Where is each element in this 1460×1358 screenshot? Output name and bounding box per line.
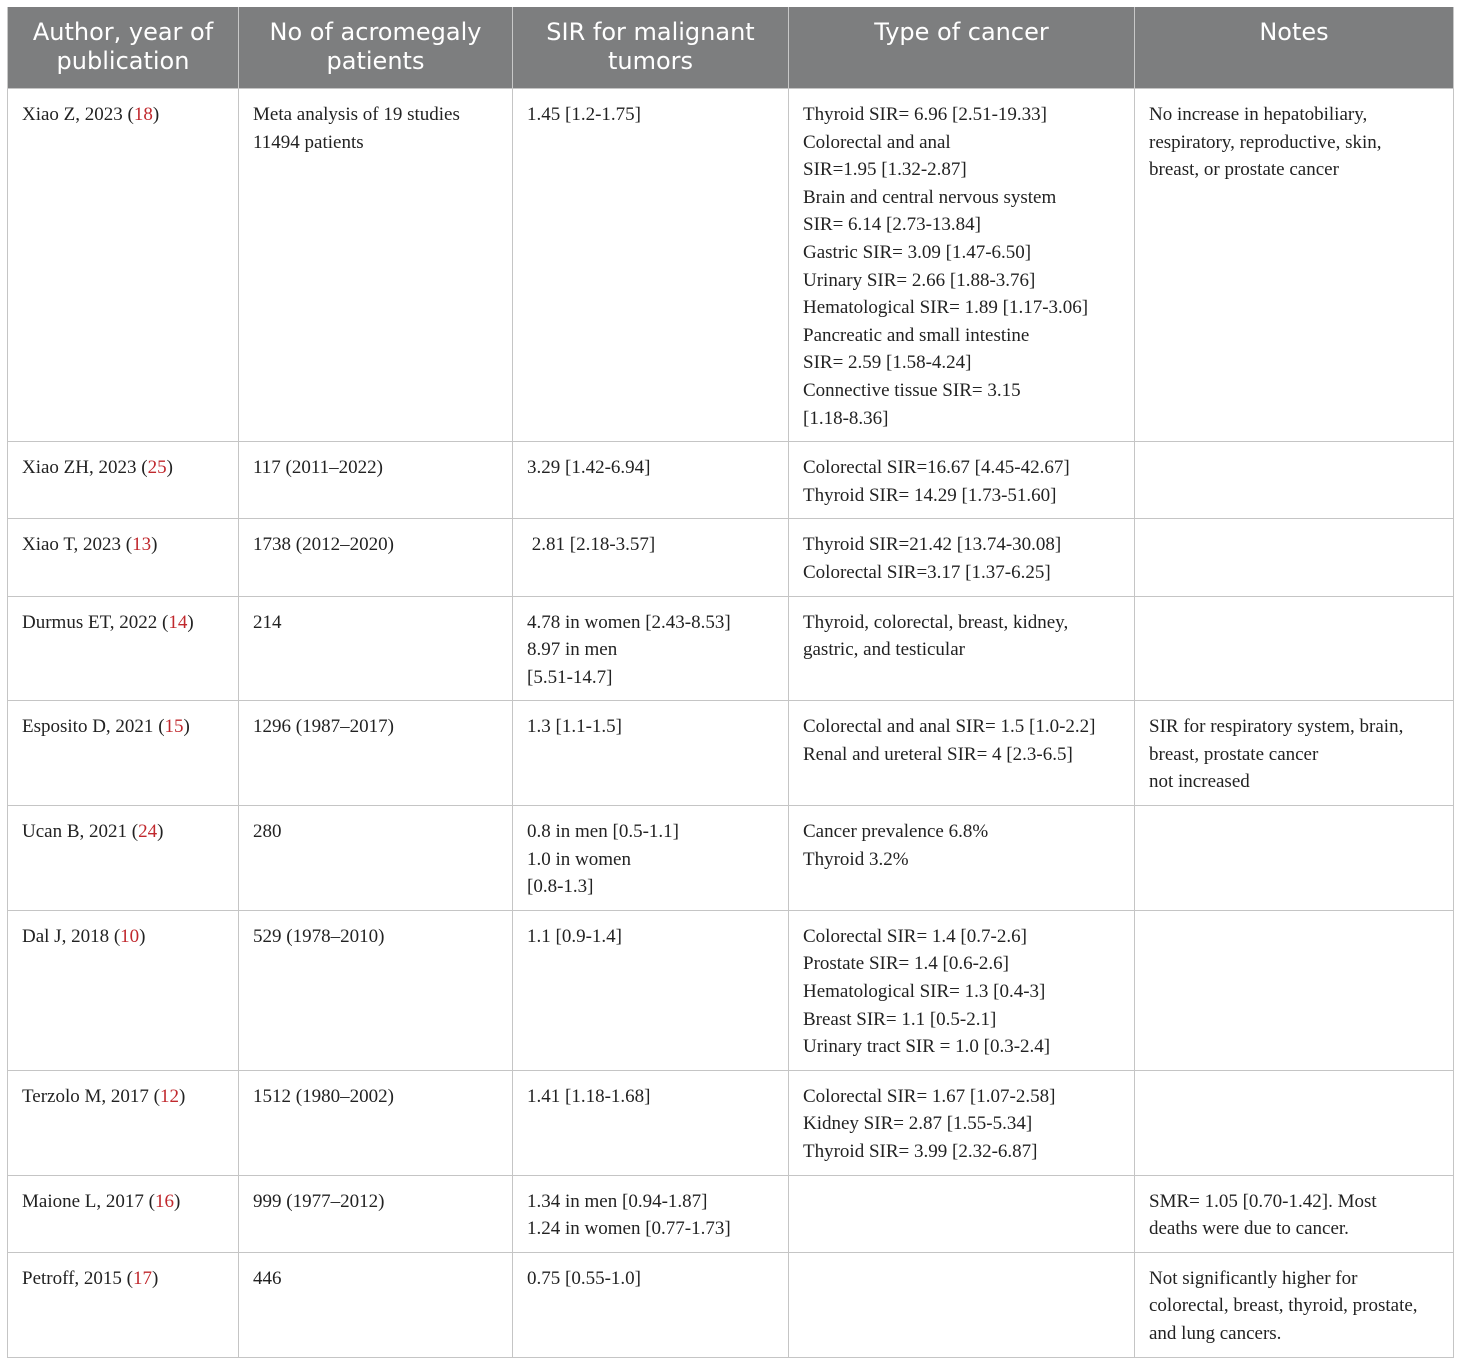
cancer-type-line: [1.18-8.36] <box>803 407 889 429</box>
cancer-type-line: Colorectal SIR=16.67 [4.45-42.67] <box>803 457 1070 479</box>
patients-cell <box>239 1252 513 1357</box>
notes-line: Not significantly higher for <box>1149 1267 1358 1289</box>
column-header-sir: SIR for malignant tumors <box>513 7 789 89</box>
cancer-type-line: Colorectal SIR= 1.67 [1.07-2.58] <box>803 1085 1056 1107</box>
author-year: Ucan B, 2021 <box>22 821 128 843</box>
sir-cell <box>513 701 789 806</box>
sir-line: [5.51-14.7] <box>527 666 613 688</box>
citation-link[interactable]: 12 <box>159 1085 179 1107</box>
notes-cell <box>1135 1070 1454 1175</box>
citation-link[interactable]: 25 <box>147 457 167 479</box>
notes-cell <box>1135 89 1454 442</box>
sir-line: 4.78 in women [2.43-8.53] <box>527 611 731 633</box>
sir-line: 2.81 [2.18-3.57] <box>527 534 656 556</box>
patients-line: 999 (1977–2012) <box>253 1190 385 1212</box>
notes-line: deaths were due to cancer. <box>1149 1218 1349 1240</box>
cancer-type-line: Prostate SIR= 1.4 [0.6-2.6] <box>803 953 1009 975</box>
sir-cell <box>513 1175 789 1252</box>
notes-line: SIR for respiratory system, brain, <box>1149 716 1404 738</box>
notes-cell <box>1135 910 1454 1070</box>
notes-line: breast, or prostate cancer <box>1149 159 1339 181</box>
column-header-patients: No of acromegaly patients <box>239 7 513 89</box>
sir-cell <box>513 910 789 1070</box>
patients-cell <box>239 89 513 442</box>
patients-cell <box>239 1175 513 1252</box>
cancer-type-line: SIR= 6.14 [2.73-13.84] <box>803 214 982 236</box>
author-cell: Xiao Z, 2023 (18) <box>8 89 239 442</box>
cancer-type-line: Hematological SIR= 1.89 [1.17-3.06] <box>803 297 1089 319</box>
cancer-type-line: Thyroid SIR= 14.29 [1.73-51.60] <box>803 484 1057 506</box>
cancer-type-cell <box>789 806 1135 911</box>
sir-cell <box>513 442 789 519</box>
cancer-type-line: Thyroid, colorectal, breast, kidney, <box>803 611 1069 633</box>
table-row <box>8 1070 1454 1175</box>
sir-line: [0.8-1.3] <box>527 876 594 898</box>
notes-cell <box>1135 806 1454 911</box>
author-cell: Terzolo M, 2017 (12) <box>8 1070 239 1175</box>
notes-cell <box>1135 701 1454 806</box>
notes-line: breast, prostate cancer <box>1149 743 1319 765</box>
table-body <box>8 89 1454 1358</box>
cancer-type-cell <box>789 442 1135 519</box>
table-row <box>8 442 1454 519</box>
column-header-author: Author, year of publication <box>8 7 239 89</box>
cancer-type-line: Cancer prevalence 6.8% <box>803 821 989 843</box>
notes-cell <box>1135 596 1454 701</box>
table-row <box>8 596 1454 701</box>
table-row <box>8 89 1454 442</box>
citation-link[interactable]: 16 <box>154 1190 174 1212</box>
patients-line: 117 (2011–2022) <box>253 457 383 479</box>
cancer-type-line: Colorectal SIR=3.17 [1.37-6.25] <box>803 561 1051 583</box>
patients-line: Meta analysis of 19 studies <box>253 104 460 125</box>
cancer-type-line: gastric, and testicular <box>803 639 965 661</box>
cancer-type-cell <box>789 89 1135 442</box>
author-year: Terzolo M, 2017 <box>22 1085 149 1107</box>
cancer-type-cell <box>789 1070 1135 1175</box>
patients-line: 280 <box>253 821 282 843</box>
cancer-type-cell <box>789 701 1135 806</box>
notes-cell <box>1135 1175 1454 1252</box>
notes-cell <box>1135 1252 1454 1357</box>
notes-cell <box>1135 442 1454 519</box>
sir-line: 0.8 in men [0.5-1.1] <box>527 821 679 843</box>
cancer-type-line: SIR= 2.59 [1.58-4.24] <box>803 352 972 374</box>
author-cell: Esposito D, 2021 (15) <box>8 701 239 806</box>
author-year: Durmus ET, 2022 <box>22 611 158 633</box>
cancer-type-line: Colorectal SIR= 1.4 [0.7-2.6] <box>803 925 1027 947</box>
table-row <box>8 1175 1454 1252</box>
cancer-type-line: Brain and central nervous system <box>803 186 1057 208</box>
cancer-type-cell <box>789 519 1135 596</box>
patients-cell <box>239 1070 513 1175</box>
notes-line: respiratory, reproductive, skin, <box>1149 131 1382 153</box>
cancer-type-line: Thyroid 3.2% <box>803 848 909 870</box>
cancer-type-line: Hematological SIR= 1.3 [0.4-3] <box>803 981 1046 1003</box>
sir-line: 1.3 [1.1-1.5] <box>527 716 622 738</box>
author-cell: Petroff, 2015 (17) <box>8 1252 239 1357</box>
cancer-type-cell <box>789 1175 1135 1252</box>
notes-line: not increased <box>1149 771 1250 793</box>
author-year: Maione L, 2017 <box>22 1190 144 1212</box>
cancer-type-line: Kidney SIR= 2.87 [1.55-5.34] <box>803 1113 1033 1135</box>
sir-line: 1.34 in men [0.94-1.87] <box>527 1190 708 1212</box>
patients-line: 1512 (1980–2002) <box>253 1085 394 1107</box>
patients-line: 1296 (1987–2017) <box>253 716 394 738</box>
patients-cell <box>239 519 513 596</box>
author-cell: Xiao T, 2023 (13) <box>8 519 239 596</box>
sir-line: 1.1 [0.9-1.4] <box>527 925 622 947</box>
sir-line: 0.75 [0.55-1.0] <box>527 1267 641 1289</box>
cancer-type-line: SIR=1.95 [1.32-2.87] <box>803 159 967 181</box>
table-row <box>8 910 1454 1070</box>
cancer-type-line: Thyroid SIR=21.42 [13.74-30.08] <box>803 534 1062 556</box>
patients-cell <box>239 596 513 701</box>
cancer-type-line: Colorectal and anal <box>803 131 951 153</box>
cancer-type-line: Renal and ureteral SIR= 4 [2.3-6.5] <box>803 743 1073 765</box>
author-year: Petroff, 2015 <box>22 1267 122 1289</box>
cancer-type-line: Colorectal and anal SIR= 1.5 [1.0-2.2] <box>803 716 1096 738</box>
author-year: Xiao T, 2023 <box>22 534 122 556</box>
column-header-cancer-type: Type of cancer <box>789 7 1135 89</box>
notes-line: and lung cancers. <box>1149 1322 1282 1344</box>
table-row <box>8 519 1454 596</box>
patients-line: 529 (1978–2010) <box>253 925 385 947</box>
author-year: Dal J, 2018 <box>22 925 110 947</box>
author-cell: Xiao ZH, 2023 (25) <box>8 442 239 519</box>
notes-line: No increase in hepatobiliary, <box>1149 104 1368 125</box>
citation-link[interactable]: 18 <box>133 104 153 125</box>
sir-line: 1.24 in women [0.77-1.73] <box>527 1218 731 1240</box>
patients-line: 11494 patients <box>253 131 364 153</box>
author-cell: Ucan B, 2021 (24) <box>8 806 239 911</box>
author-year: Xiao ZH, 2023 <box>22 457 137 479</box>
author-cell: Dal J, 2018 (10) <box>8 910 239 1070</box>
sir-line: 8.97 in men <box>527 639 618 661</box>
cancer-type-line: Thyroid SIR= 3.99 [2.32-6.87] <box>803 1141 1038 1162</box>
patients-cell <box>239 701 513 806</box>
sir-cell <box>513 806 789 911</box>
header-row <box>8 7 1454 89</box>
acromegaly-cancer-table <box>7 7 1454 1358</box>
sir-cell <box>513 1070 789 1175</box>
patients-line: 1738 (2012–2020) <box>253 534 394 556</box>
author-year: Xiao Z, 2023 <box>22 104 123 125</box>
table-row <box>8 806 1454 911</box>
sir-line: 1.45 [1.2-1.75] <box>527 104 641 125</box>
patients-line: 214 <box>253 611 282 633</box>
sir-cell <box>513 89 789 442</box>
author-cell: Durmus ET, 2022 (14) <box>8 596 239 701</box>
column-header-notes: Notes <box>1135 7 1454 89</box>
notes-cell <box>1135 519 1454 596</box>
patients-cell <box>239 806 513 911</box>
author-cell: Maione L, 2017 (16) <box>8 1175 239 1252</box>
table-row <box>8 1252 1454 1357</box>
patients-cell <box>239 442 513 519</box>
cancer-type-cell <box>789 596 1135 701</box>
sir-line: 1.0 in women <box>527 848 631 870</box>
sir-line: 3.29 [1.42-6.94] <box>527 457 651 479</box>
sir-line: 1.41 [1.18-1.68] <box>527 1085 651 1107</box>
citation-link[interactable]: 10 <box>120 925 140 947</box>
notes-line: colorectal, breast, thyroid, prostate, <box>1149 1295 1418 1317</box>
sir-cell <box>513 519 789 596</box>
cancer-type-line: Urinary SIR= 2.66 [1.88-3.76] <box>803 269 1036 291</box>
author-year: Esposito D, 2021 <box>22 716 154 738</box>
cancer-type-line: Breast SIR= 1.1 [0.5-2.1] <box>803 1008 997 1030</box>
cancer-type-line: Pancreatic and small intestine <box>803 324 1030 346</box>
citation-link[interactable]: 14 <box>168 611 188 633</box>
sir-cell <box>513 1252 789 1357</box>
cancer-type-line: Connective tissue SIR= 3.15 <box>803 379 1021 401</box>
cancer-type-cell <box>789 1252 1135 1357</box>
cancer-type-line: Urinary tract SIR = 1.0 [0.3-2.4] <box>803 1036 1051 1058</box>
table-row <box>8 701 1454 806</box>
cancer-type-line: Gastric SIR= 3.09 [1.47-6.50] <box>803 241 1032 263</box>
notes-line: SMR= 1.05 [0.70-1.42]. Most <box>1149 1190 1377 1212</box>
cancer-type-cell <box>789 910 1135 1070</box>
citation-link[interactable]: 15 <box>164 716 184 738</box>
cancer-type-line: Thyroid SIR= 6.96 [2.51-19.33] <box>803 104 1047 125</box>
citation-link[interactable]: 24 <box>138 821 158 843</box>
citation-link[interactable]: 17 <box>133 1267 152 1289</box>
sir-cell <box>513 596 789 701</box>
patients-line: 446 <box>253 1267 282 1289</box>
patients-cell <box>239 910 513 1070</box>
citation-link[interactable]: 13 <box>132 534 152 556</box>
